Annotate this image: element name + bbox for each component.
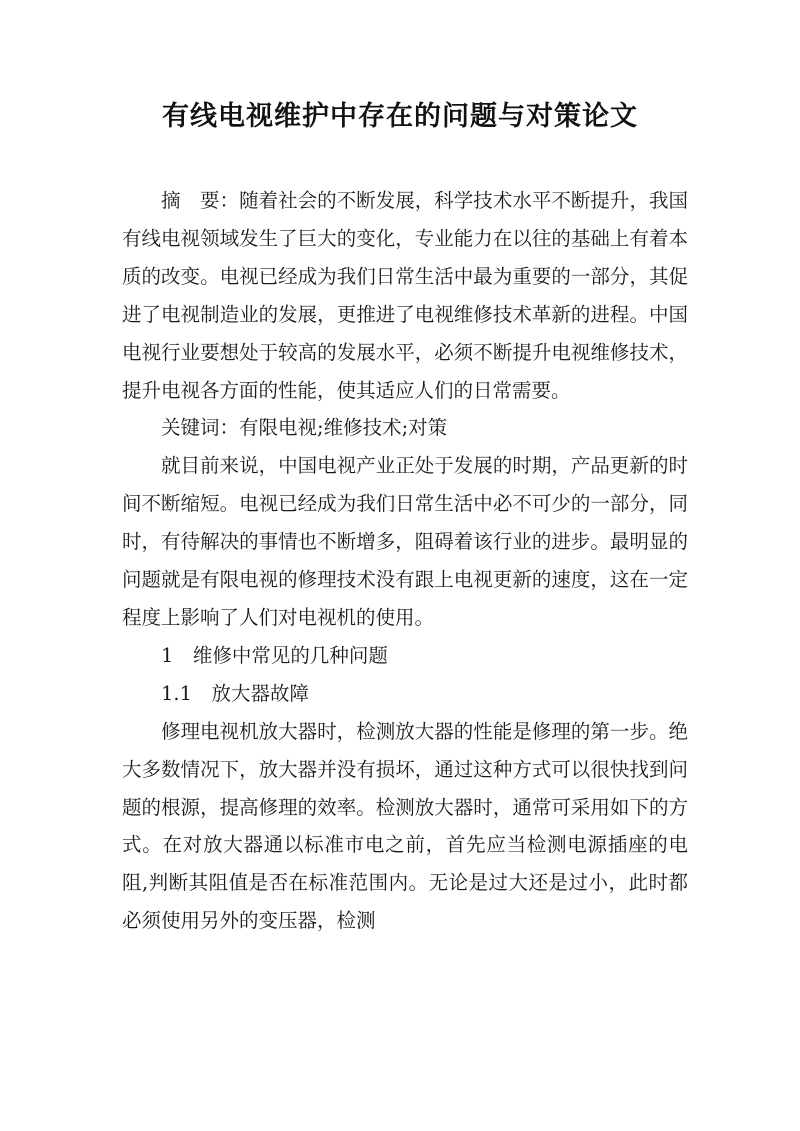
section-heading: 1 维修中常见的几种问题 [161, 643, 388, 667]
body-paragraph: 修理电视机放大器时，检测放大器的性能是修理的第一步。绝大多数情况下，放大器并没有损坏，通过这种方式可以很快找到问题的根源，提高修理的效率。检测放大器时，通常可采用如下的方式。在对放大器通以标准市电之前，首先应当检测电源插座的电阻,判断其阻值是否在标准范围内。无论是过大还是过小，此时都必须使用另外的变压器，检测 [122, 719, 688, 933]
keywords-paragraph: 关键词：有限电视;维修技术;对策 [161, 416, 448, 440]
intro-paragraph: 就目前来说，中国电视产业正处于发展的时期，产品更新的时间不断缩短。电视已经成为我们日常生活中必不可少的一部分，同时，有待解决的事情也不断增多，阻碍着该行业的进步。最明显的问题就是有限电视的修理技术没有跟上电视更新的速度，这在一定程度上影响了人们对电视机的使用。 [122, 454, 688, 629]
abstract-paragraph: 摘 要：随着社会的不断发展，科学技术水平不断提升，我国有线电视领域发生了巨大的变化，专业能力在以往的基础上有着本质的改变。电视已经成为我们日常生活中最为重要的一部分，其促进了电视制造业的发展，更推进了电视维修技术革新的进程。中国电视行业要想处于较高的发展水平，必须不断提升电视维修技术，提升电视各方面的性能，使其适应人们的日常需要。 [122, 189, 688, 402]
subsection-heading: 1.1 放大器故障 [161, 681, 310, 705]
document-title: 有线电视维护中存在的问题与对策论文 [162, 101, 638, 132]
document-body [122, 182, 688, 940]
